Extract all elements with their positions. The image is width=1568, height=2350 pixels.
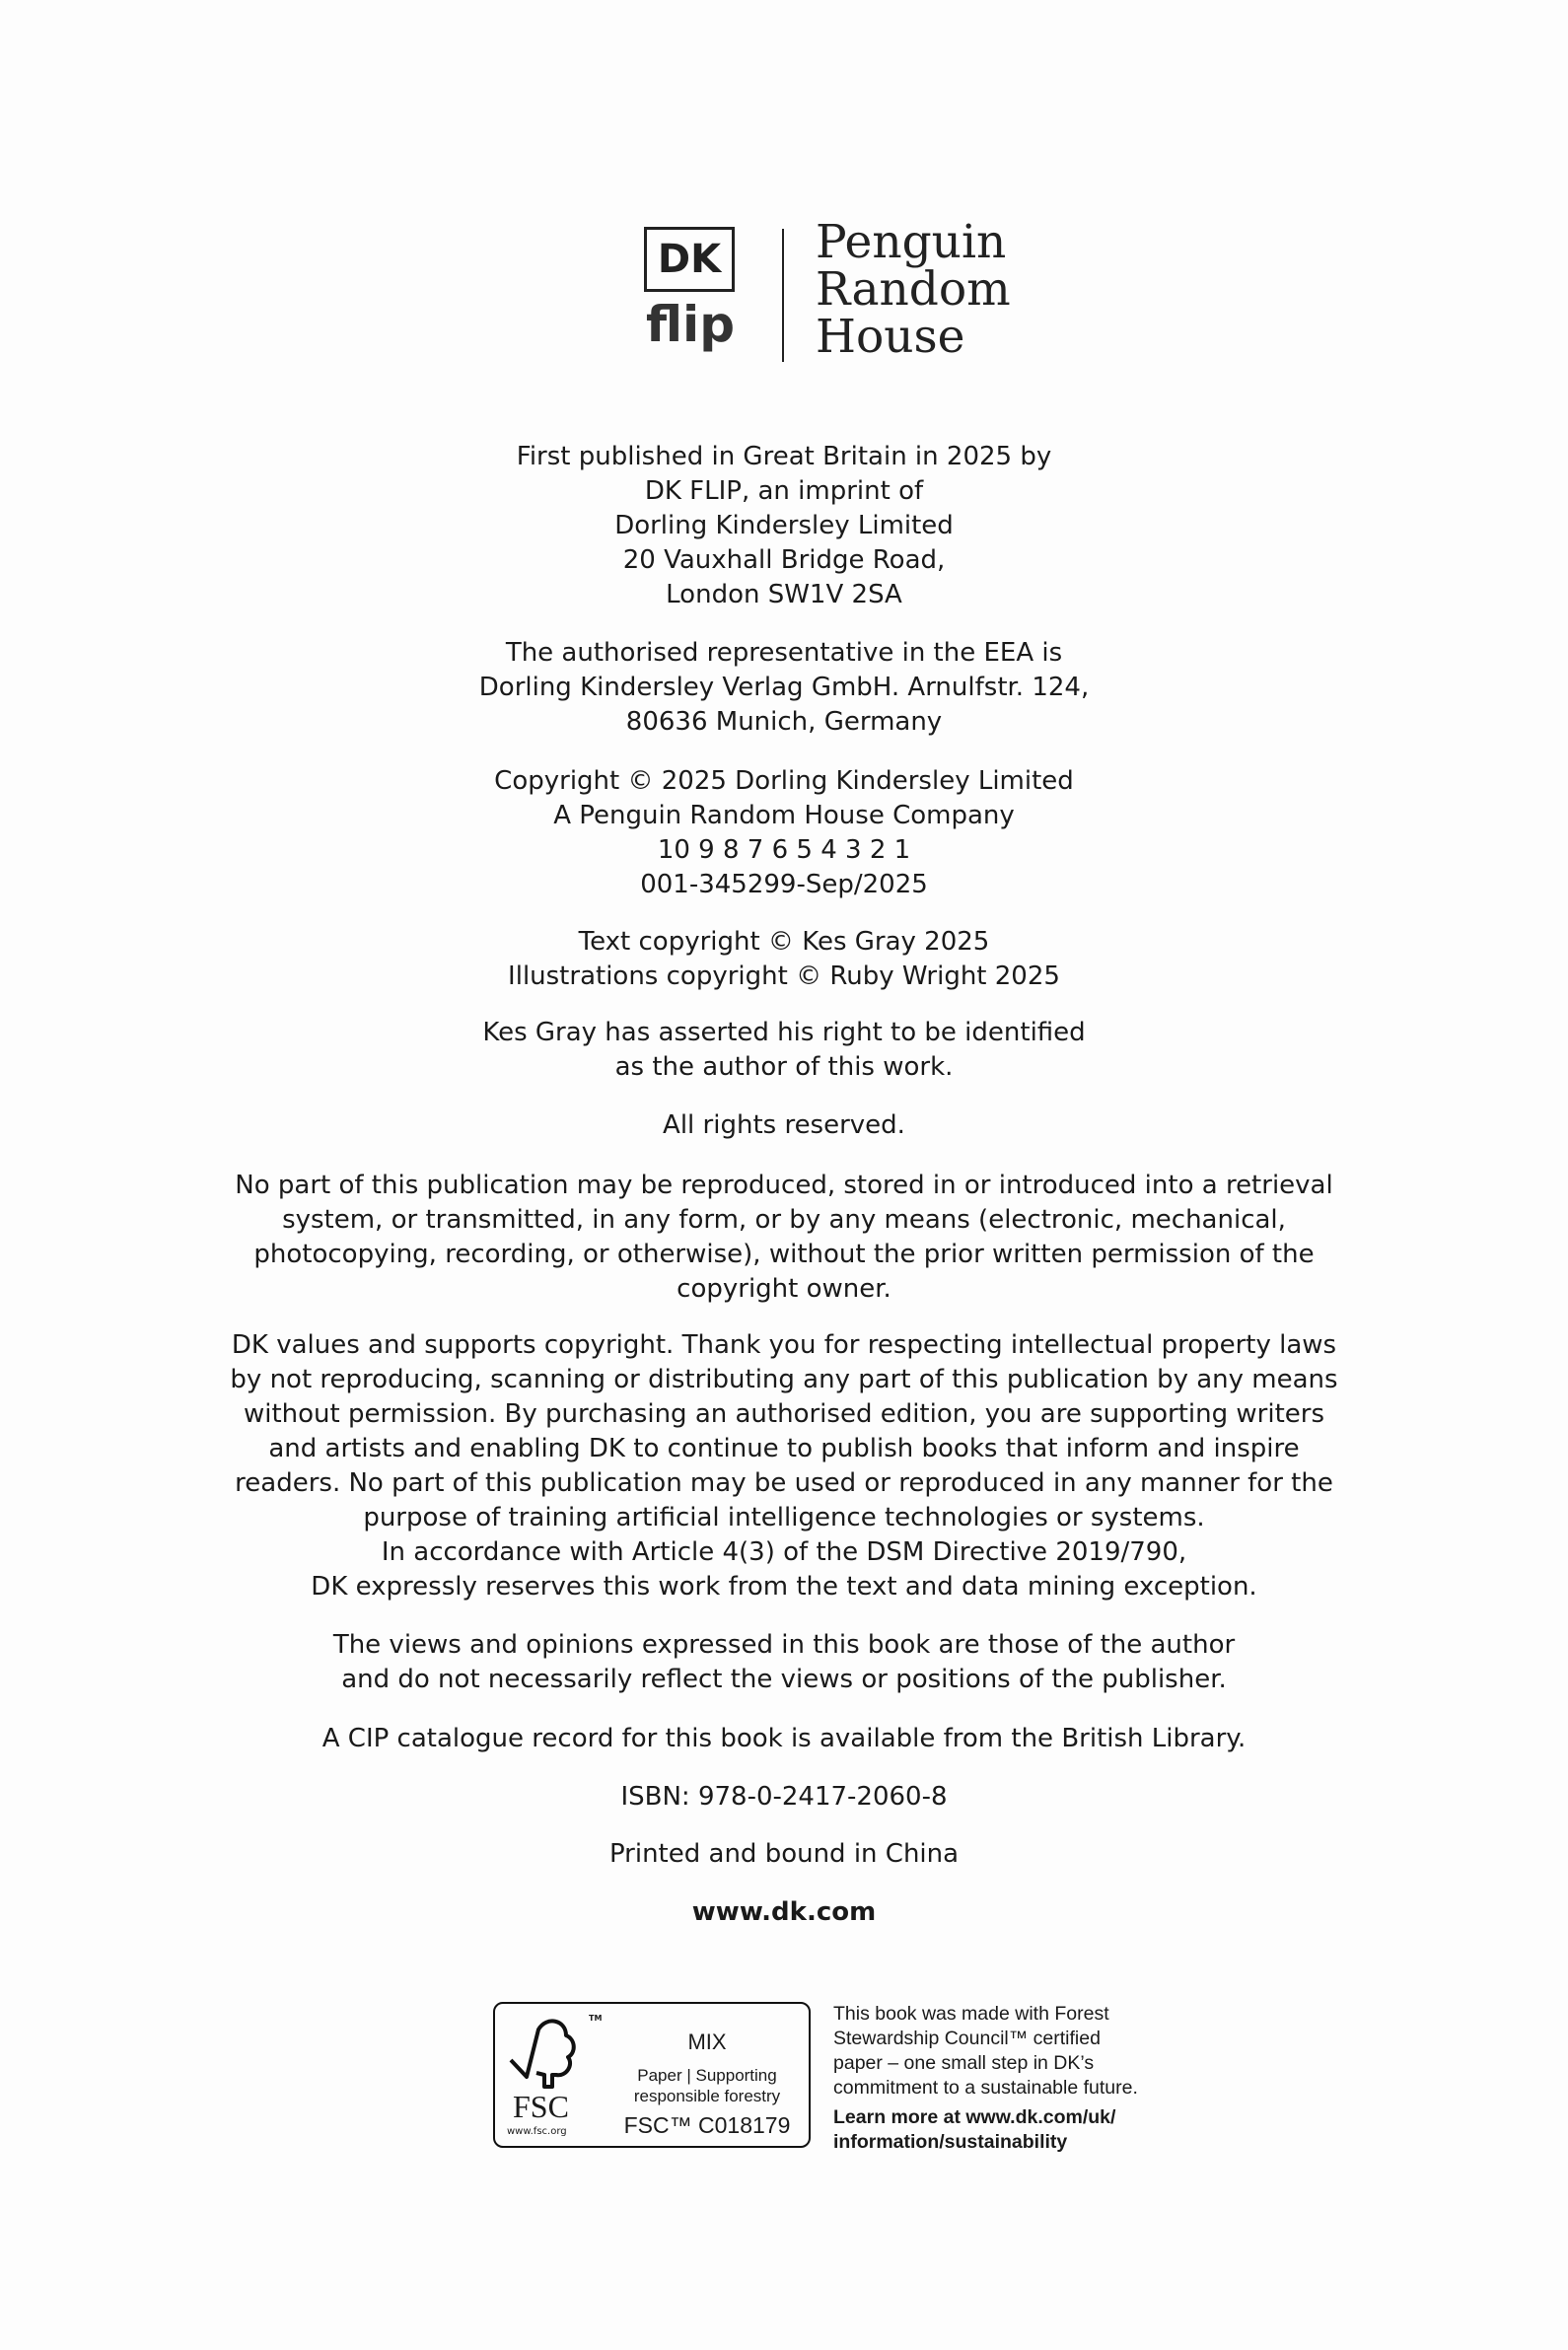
logo-divider [782, 229, 784, 362]
text-line: DK expressly reserves this work from the text and data mining exception. [311, 1572, 1257, 1602]
text-line: This book was made with Forest [833, 2003, 1109, 2025]
isbn [0, 1780, 1568, 1815]
text-line: by not reproducing, scanning or distributing any part of this publication by any means [230, 1365, 1338, 1394]
logo-line: Penguin [816, 215, 1007, 269]
text-line: A CIP catalogue record for this book is available from the British Library. [321, 1724, 1247, 1753]
text-line: London SW1V 2SA [666, 580, 902, 609]
eea-representative [0, 636, 1568, 740]
text-line: 001-345299-Sep/2025 [640, 870, 928, 899]
text-line: responsible forestry [633, 2087, 781, 2105]
text-line: A Penguin Random House Company [553, 801, 1015, 830]
sustainability-link[interactable] [833, 2105, 1138, 2155]
dk-logo: DK [644, 227, 735, 292]
text-line: 80636 Munich, Germany [625, 707, 943, 737]
text-line: 10 9 8 7 6 5 4 3 2 1 [657, 835, 911, 865]
text-line: paper – one small step in DK’s [833, 2052, 1095, 2074]
text-line: All rights reserved. [663, 1110, 905, 1140]
text-line: without permission. By purchasing an authorised edition, you are supporting writers [243, 1399, 1325, 1429]
cip-record [0, 1722, 1568, 1756]
text-line: and artists and enabling DK to continue to publish books that inform and inspire [268, 1434, 1300, 1463]
logo-line: House [816, 310, 965, 364]
text-line: www.dk.com [691, 1897, 877, 1927]
views-disclaimer [0, 1628, 1568, 1697]
text-line: DK FLIP, an imprint of [644, 476, 924, 506]
copyright-info [0, 764, 1568, 902]
text-line: system, or transmitted, in any form, or by any means (electronic, mechanical, [282, 1205, 1286, 1235]
text-line: Kes Gray has asserted his right to be identified [482, 1018, 1086, 1047]
fsc-url: www.fsc.org [507, 2126, 567, 2137]
publication-info [0, 440, 1568, 612]
flip-logo: flip [646, 296, 735, 353]
text-line: Text copyright © Kes Gray 2025 [578, 927, 990, 957]
text-line: and do not necessarily reflect the views or positions of the publisher. [341, 1665, 1227, 1694]
copyright-statement [0, 1328, 1568, 1604]
logo-line: Random [816, 262, 1011, 317]
text-line: The authorised representative in the EEA is [505, 638, 1063, 668]
text-line: readers. No part of this publication may be used or reproduced in any manner for the [235, 1468, 1333, 1498]
publisher-logo [636, 215, 1031, 367]
text-copyright [0, 925, 1568, 994]
text-line: Paper | Supporting [637, 2066, 777, 2085]
rights-reserved [0, 1108, 1568, 1143]
fsc-label [493, 2002, 811, 2148]
text-line: photocopying, recording, or otherwise), without the prior written permission of the [253, 1240, 1315, 1269]
text-line: copyright owner. [677, 1274, 891, 1304]
website-link[interactable] [0, 1895, 1568, 1930]
sustainability-note [833, 2002, 1138, 2155]
text-line: Dorling Kindersley Limited [614, 511, 954, 540]
text-line: as the author of this work. [614, 1052, 954, 1082]
text-line: Learn more at www.dk.com/uk/ [833, 2106, 1116, 2128]
fsc-wordmark: FSC [513, 2089, 569, 2124]
text-line: In accordance with Article 4(3) of the DSM Directive 2019/790, [381, 1537, 1187, 1567]
reproduction-notice [0, 1169, 1568, 1307]
text-line: information/sustainability [833, 2131, 1068, 2153]
author-assertion [0, 1016, 1568, 1085]
text-line: Copyright © 2025 Dorling Kindersley Limited [494, 766, 1074, 796]
text-line: commitment to a sustainable future. [833, 2077, 1138, 2099]
fsc-tree-check-icon [507, 2016, 586, 2095]
text-line: First published in Great Britain in 2025 by [516, 442, 1052, 471]
trademark-mark: TM [589, 2014, 603, 2023]
penguin-random-house-logo [816, 215, 1011, 364]
text-line: ISBN: 978-0-2417-2060-8 [620, 1782, 948, 1812]
fsc-license-code: FSC™ C018179 [623, 2112, 791, 2138]
fsc-mix: MIX [687, 2030, 727, 2054]
fsc-paper-text [608, 2065, 806, 2106]
text-line: No part of this publication may be reproduced, stored in or introduced into a retrieval [235, 1171, 1333, 1200]
text-line: Stewardship Council™ certified [833, 2028, 1101, 2049]
text-line: Illustrations copyright © Ruby Wright 2025 [508, 961, 1060, 991]
text-line: The views and opinions expressed in this book are those of the author [332, 1630, 1236, 1660]
text-line: Printed and bound in China [608, 1839, 960, 1869]
text-line: purpose of training artificial intelligence technologies or systems. [363, 1503, 1205, 1532]
text-line: DK values and supports copyright. Thank you for respecting intellectual property laws [231, 1330, 1337, 1360]
printed-in [0, 1837, 1568, 1872]
text-line: 20 Vauxhall Bridge Road, [622, 545, 946, 575]
text-line: Dorling Kindersley Verlag GmbH. Arnulfstr. 124, [478, 673, 1090, 702]
